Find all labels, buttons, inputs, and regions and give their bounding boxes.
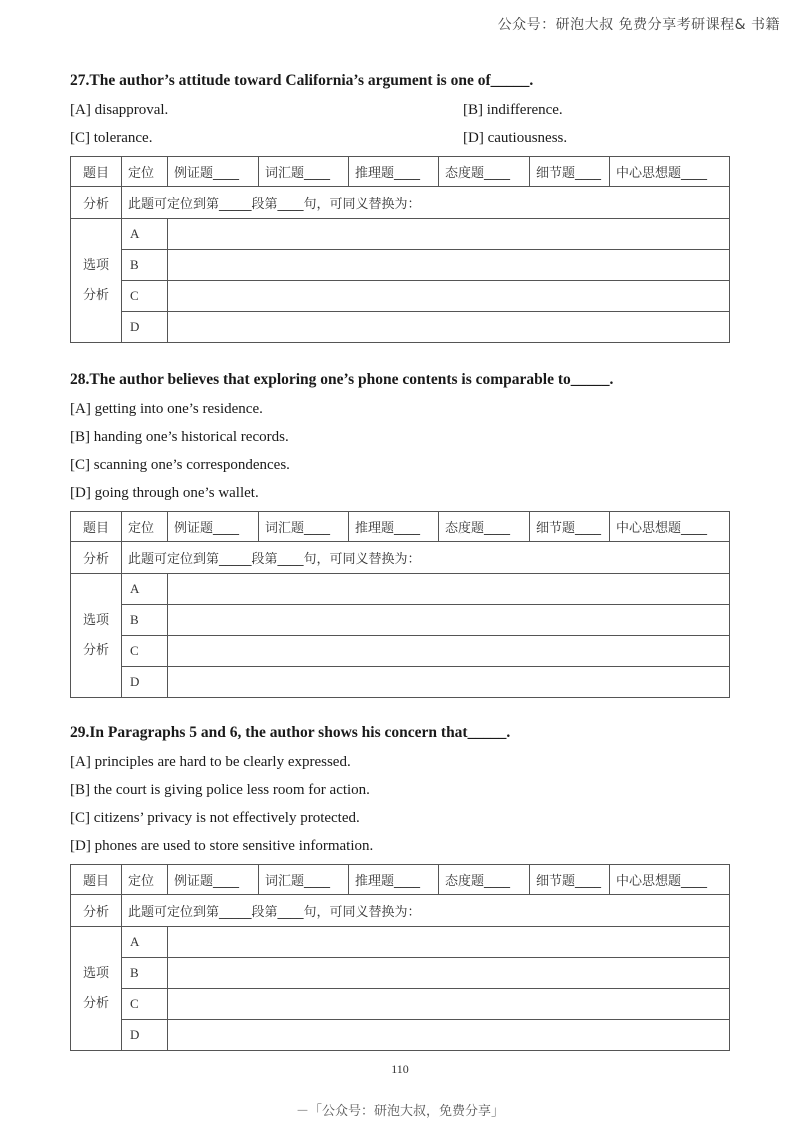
option-analysis-d[interactable] — [168, 667, 730, 698]
question-title: 29.In Paragraphs 5 and 6, the author shows his concern that_____. — [70, 724, 511, 741]
type-detail[interactable]: 细节题____ — [530, 512, 610, 542]
locate-label: 定位 — [122, 865, 168, 895]
label-timu: 题目 — [71, 512, 122, 542]
options-analysis-label — [71, 219, 122, 343]
option-letter-a: A — [122, 574, 168, 605]
option-letter-d: D — [122, 667, 168, 698]
option-letter-d: D — [122, 1020, 168, 1051]
locate-sentence[interactable]: 此题可定位到第_____段第____句，可同义替换为： — [122, 895, 730, 927]
option-analysis-a[interactable] — [168, 927, 730, 958]
option-analysis-b[interactable] — [168, 605, 730, 636]
type-inference[interactable]: 推理题____ — [349, 512, 439, 542]
option-analysis-b[interactable] — [168, 958, 730, 989]
option-analysis-c[interactable] — [168, 281, 730, 312]
type-example[interactable]: 例证题____ — [168, 512, 259, 542]
option-analysis-c[interactable] — [168, 636, 730, 667]
label-timu: 题目 — [71, 157, 122, 187]
option-letter-c: C — [122, 636, 168, 667]
type-inference[interactable]: 推理题____ — [349, 157, 439, 187]
option-c: [C] scanning one’s correspondences. — [70, 457, 290, 473]
option-a: [A] disapproval. — [70, 102, 169, 118]
option-a: [A] getting into one’s residence. — [70, 401, 263, 417]
type-vocabulary[interactable]: 词汇题____ — [259, 157, 349, 187]
option-b: [B] handing one’s historical records. — [70, 429, 289, 445]
options-list — [70, 748, 730, 860]
label-timu: 题目 — [71, 865, 122, 895]
option-c: [C] citizens’ privacy is not effectively protected. — [70, 810, 360, 826]
locate-label: 定位 — [122, 157, 168, 187]
label-fenxi: 分析 — [71, 895, 122, 927]
option-d: [D] phones are used to store sensitive information. — [70, 838, 374, 854]
option-letter-b: B — [122, 958, 168, 989]
analysis-table — [70, 511, 730, 698]
option-d: [D] going through one’s wallet. — [70, 485, 259, 501]
options-list — [70, 395, 730, 507]
option-letter-a: A — [122, 219, 168, 250]
type-example[interactable]: 例证题____ — [168, 865, 259, 895]
label-xuanxiang: 选项 — [82, 257, 109, 273]
label-fenxi: 分析 — [71, 187, 122, 219]
option-analysis-d[interactable] — [168, 312, 730, 343]
type-attitude[interactable]: 态度题____ — [439, 512, 530, 542]
option-analysis-a[interactable] — [168, 574, 730, 605]
option-b: [B] indifference. — [463, 102, 563, 118]
question-title: 27.The author’s attitude toward California’s argument is one of_____. — [70, 72, 534, 89]
type-main-idea[interactable]: 中心思想题____ — [610, 512, 730, 542]
label-fenxi: 分析 — [71, 542, 122, 574]
option-d: [D] cautiousness. — [463, 130, 568, 146]
label-xuanxiang: 选项 — [82, 965, 109, 981]
option-c: [C] tolerance. — [70, 130, 153, 146]
option-a: [A] principles are hard to be clearly expressed. — [70, 754, 351, 770]
type-example[interactable]: 例证题____ — [168, 157, 259, 187]
type-main-idea[interactable]: 中心思想题____ — [610, 865, 730, 895]
label-fenxi-2: 分析 — [82, 642, 109, 658]
type-vocabulary[interactable]: 词汇题____ — [259, 865, 349, 895]
question-29 — [70, 722, 730, 1051]
option-analysis-b[interactable] — [168, 250, 730, 281]
option-b: [B] the court is giving police less room for action. — [70, 782, 370, 798]
type-detail[interactable]: 细节题____ — [530, 157, 610, 187]
question-title: 28.The author believes that exploring one’s phone contents is comparable to_____. — [70, 371, 614, 388]
option-letter-b: B — [122, 605, 168, 636]
options-grid — [70, 96, 730, 152]
type-attitude[interactable]: 态度题____ — [439, 865, 530, 895]
label-fenxi-2: 分析 — [82, 995, 109, 1011]
locate-sentence[interactable]: 此题可定位到第_____段第____句，可同义替换为： — [122, 542, 730, 574]
label-fenxi-2: 分析 — [82, 287, 109, 303]
type-vocabulary[interactable]: 词汇题____ — [259, 512, 349, 542]
header-watermark: 公众号：研泡大叔 免费分享考研课程& 书籍 — [497, 17, 780, 33]
analysis-table — [70, 156, 730, 343]
page-number: 110 — [391, 1062, 409, 1076]
locate-label: 定位 — [122, 512, 168, 542]
option-analysis-a[interactable] — [168, 219, 730, 250]
type-inference[interactable]: 推理题____ — [349, 865, 439, 895]
options-analysis-label — [71, 574, 122, 698]
analysis-table — [70, 864, 730, 1051]
option-letter-a: A — [122, 927, 168, 958]
question-28 — [70, 369, 730, 698]
locate-sentence[interactable]: 此题可定位到第_____段第____句，可同义替换为： — [122, 187, 730, 219]
options-analysis-label — [71, 927, 122, 1051]
option-letter-c: C — [122, 281, 168, 312]
label-xuanxiang: 选项 — [82, 612, 109, 628]
option-letter-d: D — [122, 312, 168, 343]
type-attitude[interactable]: 态度题____ — [439, 157, 530, 187]
option-analysis-d[interactable] — [168, 1020, 730, 1051]
option-analysis-c[interactable] — [168, 989, 730, 1020]
option-letter-b: B — [122, 250, 168, 281]
question-27 — [70, 70, 730, 343]
type-detail[interactable]: 细节题____ — [530, 865, 610, 895]
footer-watermark: －「公众号：研泡大叔，免费分享」 — [295, 1104, 504, 1119]
type-main-idea[interactable]: 中心思想题____ — [610, 157, 730, 187]
option-letter-c: C — [122, 989, 168, 1020]
